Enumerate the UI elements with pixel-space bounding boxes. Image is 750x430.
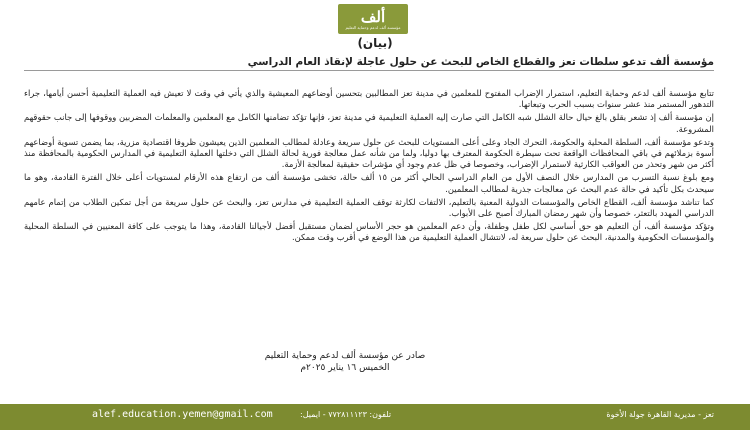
logo-subtitle: مؤسسة ألف لدعم وحماية التعليم — [345, 24, 401, 30]
footer-email[interactable]: alef.education.yemen@gmail.com — [92, 409, 273, 420]
paragraph: وتدعو مؤسسة ألف، السلطة المحلية والحكومة، التحرك الجاد وعلى أعلى المستويات للبحث عن حلول سريعة وعادلة لمطالب المعلمين الذين يعيشون ظروفا اقتصادية مزرية، بما يضمن تسوية أوضاعهم أسوة بزملائهم في باقي المحافظات الواقعة تحت سيطرة الحكومة المعترف بها دوليا، ولما من شأنه عمل معالجة فورية لحالة الشلل التي دخلتها العملية التعليمية في المدارس الحكومية بالمحافظة منذ أكثر من شهر وتحذر من العواقب الكارثية لاستمرار الإضراب، وخصوصا في ظل عدم وجود أي مؤشرات حقيقية لمعالجة الأزمة. — [24, 136, 714, 170]
footer-phone: تلفون: ٧٧٢٨١١١٢٣ - ايميل: — [300, 410, 392, 419]
signature-issuer: صادر عن مؤسسة ألف لدعم وحماية التعليم — [264, 351, 426, 361]
document-body — [24, 88, 714, 246]
signature-date: الخميس ١٦ يناير ٢٠٢٥م — [300, 363, 390, 373]
signature-block — [230, 350, 460, 374]
paragraph: كما تناشد مؤسسة ألف، القطاع الخاص والمؤسسات الدولية المعنية بالتعليم، الالتفات لكارثة توقف العملية التعليمية في مدارس تعز، والبحث عن حلول سريعة من أجل تمكين الطلاب من إتمام عامهم الدراسي المهدد بالتعثر، خصوصا وأن شهر رمضان المبارك أصبح على الأبواب. — [24, 196, 714, 219]
statement-label: (بيان) — [357, 36, 393, 50]
logo-mark: ألف — [360, 7, 386, 26]
paragraph: وتؤكد مؤسسة ألف، أن التعليم هو حق أساسي لكل طفل وطفلة، وأن دعم المعلمين هو حجر الأساس لضمان مستقبل أفضل لأجيالنا القادمة، وهذا ما يتوجب على كافة المعنيين في السلطة المحلية والمؤسسات الحكومية والمدنية، البحث عن حلول سريعة له، لانتشال العملية التعليمية من هذا الوضع في أقرب وقت ممكن. — [24, 221, 714, 243]
paragraph: تتابع مؤسسة ألف لدعم وحماية التعليم، استمرار الإضراب المفتوح للمعلمين في مدينة تعز المطالبين بتحسين أوضاعهم المعيشية والذي يأتي في وقت لا تعيش فيه العملية التعليمية أحسن أيامها، جراء التدهور المستمر منذ عشر سنوات بسبب الحرب وتبعاتها. — [24, 88, 714, 110]
brand-logo — [338, 4, 408, 34]
paragraph: إن مؤسسة ألف إذ تشعر بقلق بالغ حيال حالة الشلل شبه الكامل التي صارت إليه العملية التعليمية في مدينة تعز، فإنها تؤكد تضامنها الكامل مع المعلمين والمعلمات المضربين ووقوفها إلى جانب حقوقهم المشروعة. — [24, 112, 714, 134]
paragraph: ومع بلوغ نسبة التسرب من المدارس خلال النصف الأول من العام الدراسي الحالي أكثر من ١٥ ألف حالة، تخشى مؤسسة ألف من ارتفاع هذه الأرقام لمستويات أعلى خلال الفترة القادمة، وهو ما سيحدث بكل تأكيد في حالة عدم البحث عن معالجات جذرية لمطالب المعلمين. — [24, 172, 714, 194]
document-title: مؤسسة ألف تدعو سلطات تعز والقطاع الخاص للبحث عن حلول عاجلة لإنقاذ العام الدراسي — [24, 56, 714, 71]
footer-bar — [0, 404, 750, 430]
footer-address: تعز - مديرية القاهرة جولة الأخوة — [606, 410, 714, 419]
